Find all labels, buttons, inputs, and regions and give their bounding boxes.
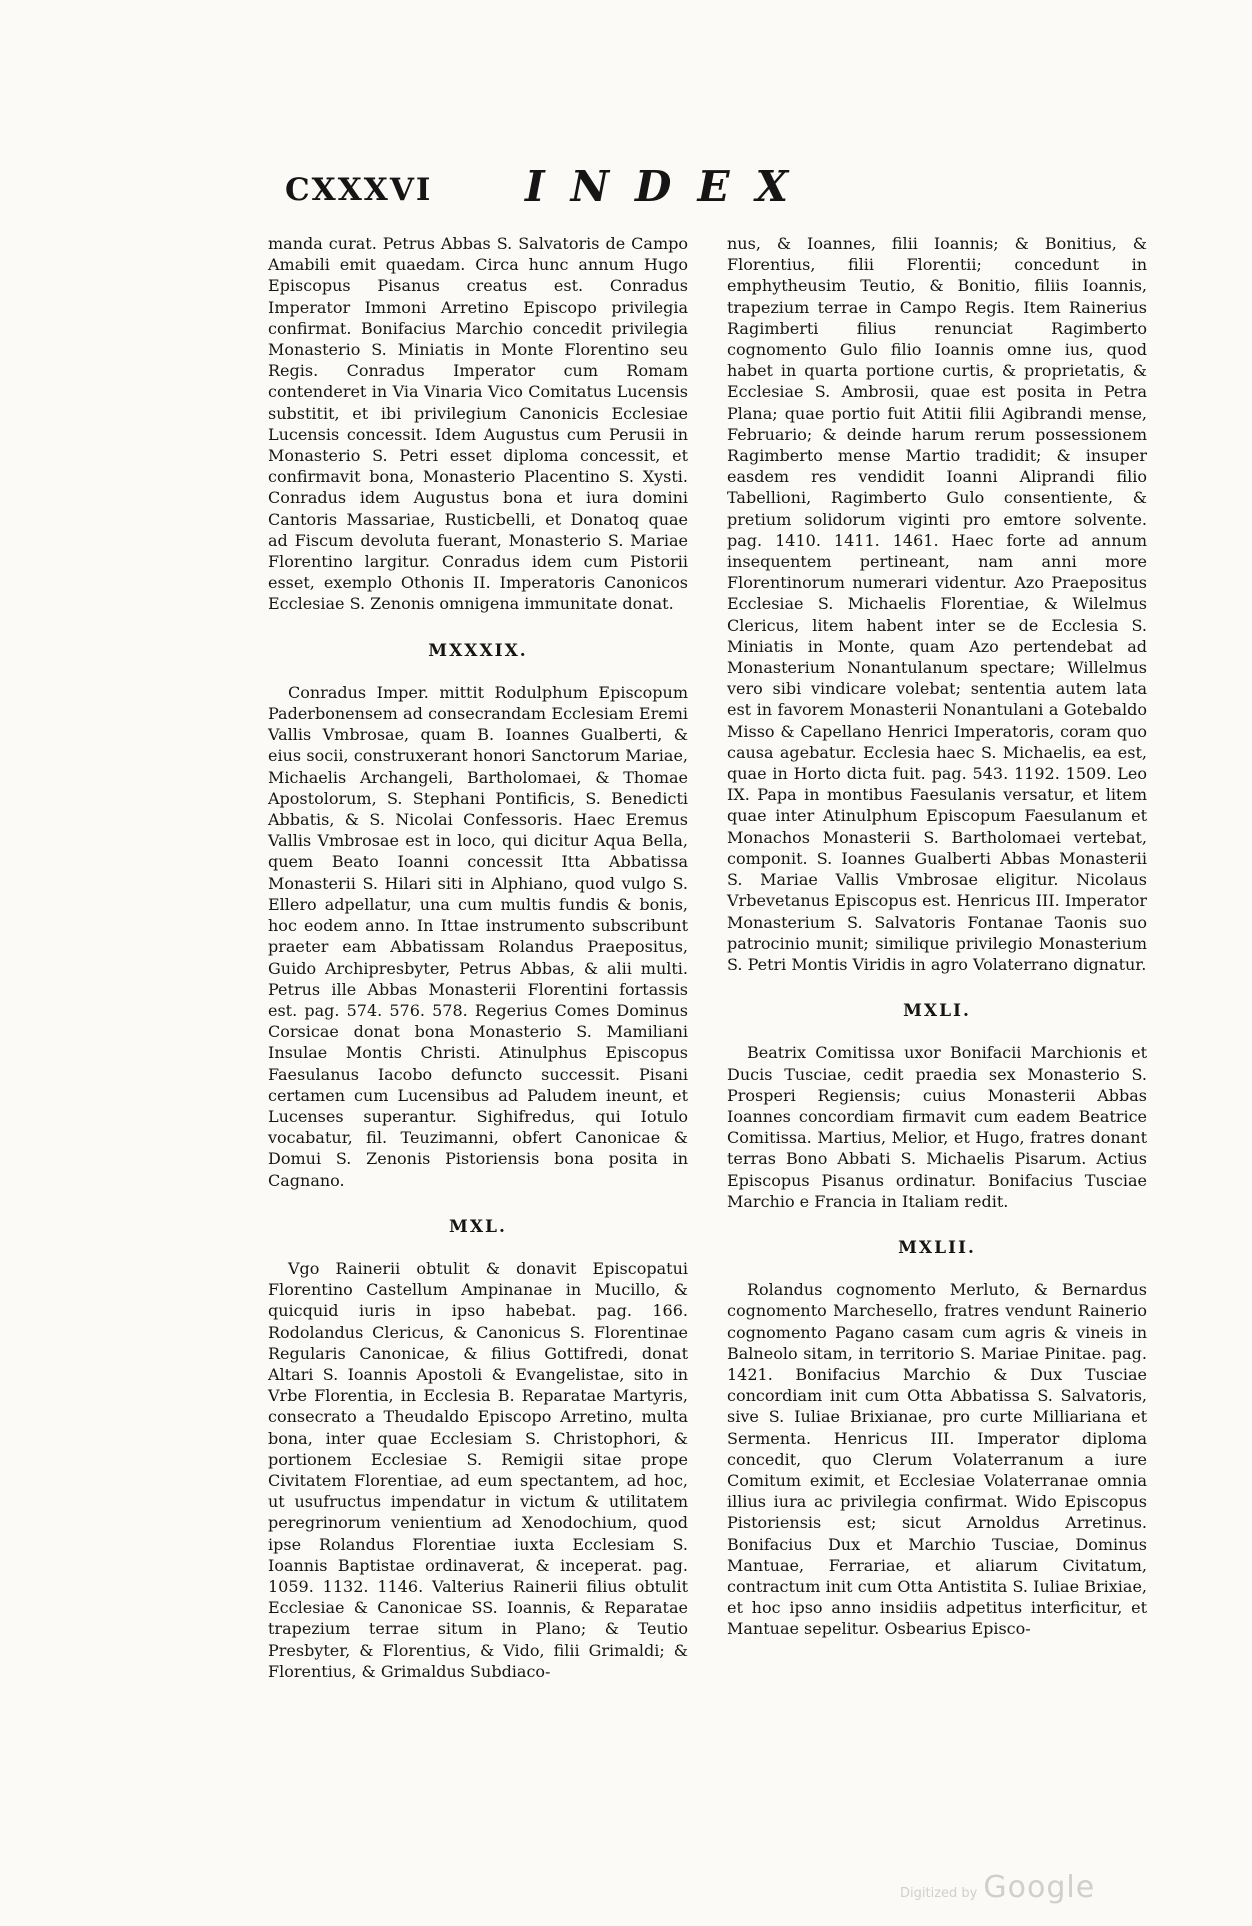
left-column <box>268 233 688 1682</box>
section-text-mxxxix: Conradus Imper. mittit Rodulphum Episcopum Paderbonensem ad consecrandam Ecclesiam Eremi Vallis Vmbrosae, quam B. Ioannes Gualberti, & eius socii, construxerant honori Sanctorum Mariae, Michaelis Archangeli, Bartholomaei, & Thomae Apostolorum, S. Stephani Pontificis, S. Benedicti Abbatis, & S. Nicolai Confessoris. Haec Eremus Vallis Vmbrosae est in loco, qui dicitur Aqua Bella, quem Beato Ioanni concessit Itta Abbatissa Monasterii S. Hilari siti in Alphiano, quod vulgo S. Ellero adpellatur, una cum multis fundis & bonis, hoc eodem anno. In Ittae instrumento subscribunt praeter eam Abbatissam Rolandus Praepositus, Guido Archipresbyter, Petrus Abbas, & alii multi. Petrus ille Abbas Monasterii Florentini fortassis est. pag. 574. 576. 578. Regerius Comes Dominus Corsicae donat bona Monasterio S. Mamiliani Insulae Montis Christi. Atinulphus Episcopus Faesulanus Iacobo defuncto successit. Pisani certamen cum Lucensibus ad Paludem ineunt, et Lucenses superantur. Sighifredus, qui Iotulo vocabatur, fil. Teuzimanni, obfert Canonicae & Domui S. Zenonis Pistoriensis bona posita in Cagnano. <box>268 682 688 1190</box>
digitization-watermark <box>900 1870 1095 1905</box>
section-heading-mxl: MXL. <box>449 1216 507 1237</box>
page-header <box>285 160 905 220</box>
right-column <box>727 233 1147 1640</box>
section-heading-mxli: MXLI. <box>903 1001 971 1022</box>
running-title: INDEX <box>525 162 815 211</box>
right-intro-paragraph: nus, & Ioannes, filii Ioannis; & Bonitius, & Florentius, filii Florentii; concedunt in emphytheusim Teutio, & Bonitio, filiis Ioannis, trapezium terrae in Campo Regis. Item Rainerius Ragimberti filius renunciat Ragimberto cognomento Gulo filio Ioannis omne ius, quod habet in quarta portione curtis, & proprietatis, & Ecclesiae S. Ambrosii, quae est posita in Petra Plana; quae portio fuit Atitii filii Agibrandi mense, Februario; & deinde harum rerum possessionem Ragimberto mense Martio tradidit; & insuper easdem res vendidit Ioanni Aliprandi filio Tabellioni, Ragimberto Gulo consentiente, & pretium solidorum viginti pro emtore solvente. pag. 1410. 1411. 1461. Haec forte ad annum insequentem pertineant, nam anni more Florentinorum numerari videntur. Azo Praepositus Ecclesiae S. Michaelis Florentiae, & Wilelmus Clericus, litem habent inter se de Ecclesia S. Miniatis in Monte, quam Azo pertendebat ad Monasterium Nonantulanum spectare; Willelmus vero sibi vindicare volebat; sententia autem lata est in favorem Monasterii Nonantulani a Gotebaldo Misso & Capellano Henrici Imperatoris, coram quo causa agebatur. Ecclesia haec S. Michaelis, ea est, quae in Horto dicta fuit. pag. 543. 1192. 1509. Leo IX. Papa in montibus Faesulanis versatur, et litem quae inter Atinulphum Episcopum Faesulanum et Monachos Monasterii S. Bartholomaei vertebat, componit. S. Ioannes Gualberti Abbas Monasterii S. Mariae Vallis Vmbrosae eligitur. Nicolaus Vrbevetanus Episcopus est. Henricus III. Imperator Monasterium S. Salvatoris Fontanae Taonis suo patrocinio munit; similique privilegio Monasterium S. Petri Montis Viridis in agro Volaterrano dignatur. <box>727 234 1147 974</box>
page-number: CXXXVI <box>285 172 433 208</box>
section-text-mxl: Vgo Rainerii obtulit & donavit Episcopatui Florentino Castellum Ampinanae in Mucillo, & quicquid iuris in ipso habebat. pag. 166. Rodolandus Clericus, & Canonicus S. Florentinae Regularis Canonicae, & filius Gottifredi, donat Altari S. Ioannis Apostoli & Evangelistae, sito in Vrbe Florentia, in Ecclesia B. Reparatae Martyris, consecrato a Theudaldo Episcopo Arretino, multa bona, inter quae Ecclesiam S. Christophori, & portionem Ecclesiae S. Remigii sitae prope Civitatem Florentiae, ad eum spectantem, ad hoc, ut usufructus impendatur in victum & utilitatem peregrinorum venientium ad Xenodochium, quod ipse Rolandus Florentiae iuxta Ecclesiam S. Ioannis Baptistae ordinaverat, & inceperat. pag. 1059. 1132. 1146. Valterius Rainerii filius obtulit Ecclesiae & Canonicae SS. Ioannis, & Reparatae trapezium terrae situm in Plano; & Teutio Presbyter, & Florentius, & Vido, filii Grimaldi; & Florentius, & Grimaldus Subdiaco- <box>268 1258 688 1681</box>
section-heading-mxlii: MXLII. <box>898 1237 976 1258</box>
watermark-brand: Google <box>983 1870 1096 1905</box>
section-heading-mxxxix: MXXXIX. <box>428 640 528 661</box>
section-text-mxli: Beatrix Comitissa uxor Bonifacii Marchionis et Ducis Tusciae, cedit praedia sex Monasterio S. Prosperi Regiensis; cuius Monasterii Abbas Ioannes concordiam firmavit cum eadem Beatrice Comitissa. Martius, Melior, et Hugo, fratres donant terras Bono Abbati S. Michaelis Pisarum. Actius Episcopus Pisanus ordinatur. Bonifacius Tusciae Marchio e Francia in Italiam redit. <box>727 1043 1147 1211</box>
section-text-mxlii: Rolandus cognomento Merluto, & Bernardus cognomento Marchesello, fratres vendunt Rainerio cognomento Pagano casam cum agris & vineis in Balneolo sitam, in territorio S. Mariae Pinitae. pag. 1421. Bonifacius Marchio & Dux Tusciae concordiam init cum Otta Abbatissa S. Salvatoris, sive S. Iuliae Brixianae, pro curte Milliariana et Sermenta. Henricus III. Imperator diploma concedit, quo Clerum Volaterranum a iure Comitum eximit, et Ecclesiae Volaterranae omnia illius iura ac privilegia confirmat. Wido Episcopus Pistoriensis est; sicut Arnoldus Arretinus. Bonifacius Dux et Marchio Tusciae, Dominus Mantuae, Ferrariae, et aliarum Civitatum, contractum init cum Otta Antistita S. Iuliae Brixiae, et hoc ipso anno insidiis adpetitus interficitur, et Mantuae sepelitur. Osbearius Episco- <box>727 1280 1147 1639</box>
watermark-prefix: Digitized by <box>900 1886 978 1901</box>
left-intro-paragraph: manda curat. Petrus Abbas S. Salvatoris de Campo Amabili emit quaedam. Circa hunc annum Hugo Episcopus Pisanus creatus est. Conradus Imperator Immoni Arretino Episcopo privilegia confirmat. Bonifacius Marchio concedit privilegia Monasterio S. Miniatis in Monte Florentino seu Regis. Conradus Imperator cum Romam contenderet in Via Vinaria Vico Comitatus Lucensis substitit, et ibi privilegium Canonicis Ecclesiae Lucensis concessit. Idem Augustus cum Perusii in Monasterio S. Petri esset diploma concessit, et confirmavit bona, Monasterio Placentino S. Xysti. Conradus idem Augustus bona et iura domini Cantoris Massariae, Rusticbelli, et Donatoq quae ad Fiscum devoluta fuerant, Monasterio S. Mariae Florentino largitur. Conradus idem cum Pistorii esset, exemplo Othonis II. Imperatoris Canonicos Ecclesiae S. Zenonis omnigena immunitate donat. <box>268 234 688 614</box>
